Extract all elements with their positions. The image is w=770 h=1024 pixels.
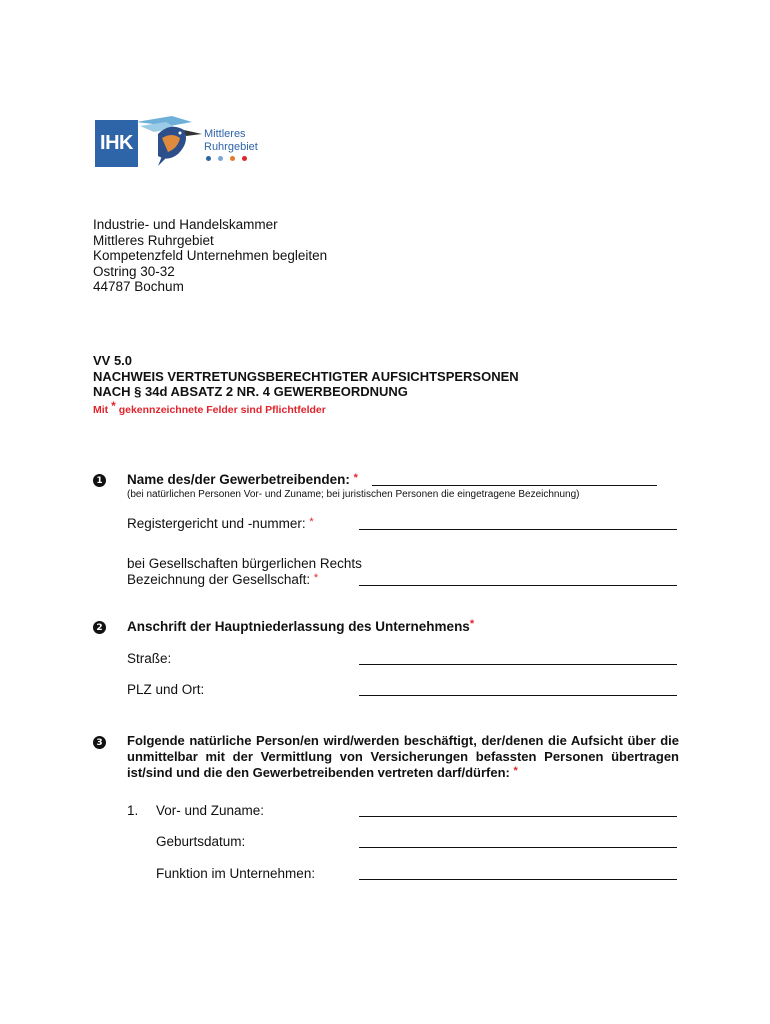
note-suffix: gekennzeichnete Felder sind Pflichtfelder	[118, 404, 326, 416]
logo-dot	[206, 156, 211, 161]
required-star: *	[513, 765, 518, 777]
note-prefix: Mit	[93, 404, 109, 416]
required-star: *	[469, 618, 475, 630]
logo-dot	[230, 156, 235, 161]
headquarters-label	[127, 619, 474, 634]
trader-name-field[interactable]	[372, 485, 657, 486]
register-field[interactable]	[359, 529, 677, 530]
section-marker-2: 2	[93, 621, 106, 634]
gbr-name-field[interactable]	[359, 585, 677, 586]
address-line: Ostring 30-32	[93, 263, 175, 279]
gbr-label-text: Bezeichnung der Gesellschaft:	[127, 572, 311, 587]
address-line: 44787 Bochum	[93, 279, 184, 294]
ihk-logo-mark: IHK	[95, 120, 138, 167]
form-version: VV 5.0	[93, 353, 133, 368]
sender-address	[93, 217, 327, 295]
city-field[interactable]	[359, 695, 677, 696]
trader-name-hint: (bei natürlichen Personen Vor- und Zuname; bei juristischen Personen die eingetragene Bezeichnung)	[127, 489, 580, 500]
function-field[interactable]	[359, 879, 677, 880]
required-star: *	[111, 399, 116, 413]
birth-date-field[interactable]	[359, 847, 677, 848]
logo-dot	[242, 156, 247, 161]
form-title	[93, 353, 519, 400]
headquarters-label-text: Anschrift der Hauptniederlassung des Unternehmens	[127, 619, 470, 634]
address-line: Mittleres Ruhrgebiet	[93, 232, 214, 248]
street-field[interactable]	[359, 664, 677, 665]
logo-dot	[218, 156, 223, 161]
register-label	[127, 516, 314, 531]
required-star: *	[313, 572, 319, 584]
section-marker-3: 3	[93, 736, 106, 749]
logo-dots	[206, 156, 247, 161]
register-label-text: Registergericht und -nummer:	[127, 516, 306, 531]
logo-line-2: Ruhrgebiet	[204, 141, 258, 153]
address-line: Kompetenzfeld Unternehmen begleiten	[93, 248, 328, 263]
person-name-label: Vor- und Zuname:	[156, 803, 265, 818]
person-name-field[interactable]	[359, 816, 677, 817]
kingfisher-logo-icon	[132, 112, 204, 168]
gbr-label-line1: bei Gesellschaften bürgerlichen Rechts	[127, 556, 362, 571]
required-star: *	[353, 472, 358, 484]
trader-name-label-text: Name des/der Gewerbetreibenden:	[127, 472, 350, 487]
trader-name-label	[127, 472, 358, 487]
city-label: PLZ und Ort:	[127, 682, 205, 697]
person-number: 1.	[127, 803, 139, 818]
gbr-label	[127, 572, 318, 587]
logo-line-1: Mittleres	[204, 128, 246, 140]
birth-date-label: Geburtsdatum:	[156, 834, 246, 849]
street-label: Straße:	[127, 651, 172, 666]
supervisors-statement	[127, 733, 679, 782]
required-fields-note	[93, 399, 326, 416]
logo-wordmark	[204, 128, 258, 154]
required-star: *	[309, 516, 314, 528]
function-label: Funktion im Unternehmen:	[156, 866, 316, 881]
section-marker-1: 1	[93, 474, 106, 487]
supervisors-statement-text: Folgende natürliche Person/en wird/werden beschäftigt, der/denen die Aufsicht über die unmittelbar mit der Vermittlung von Versicherungen befassten Personen übertragen ist/sind und die den Gewerbetreibenden vertreten darf/dürfen:	[127, 733, 679, 780]
form-title-line: NACH § 34d ABSATZ 2 NR. 4 GEWERBEORDNUNG	[93, 384, 408, 399]
address-line: Industrie- und Handelskammer	[93, 217, 278, 232]
form-title-line: NACHWEIS VERTRETUNGSBERECHTIGTER AUFSICHTSPERSONEN	[93, 368, 519, 384]
